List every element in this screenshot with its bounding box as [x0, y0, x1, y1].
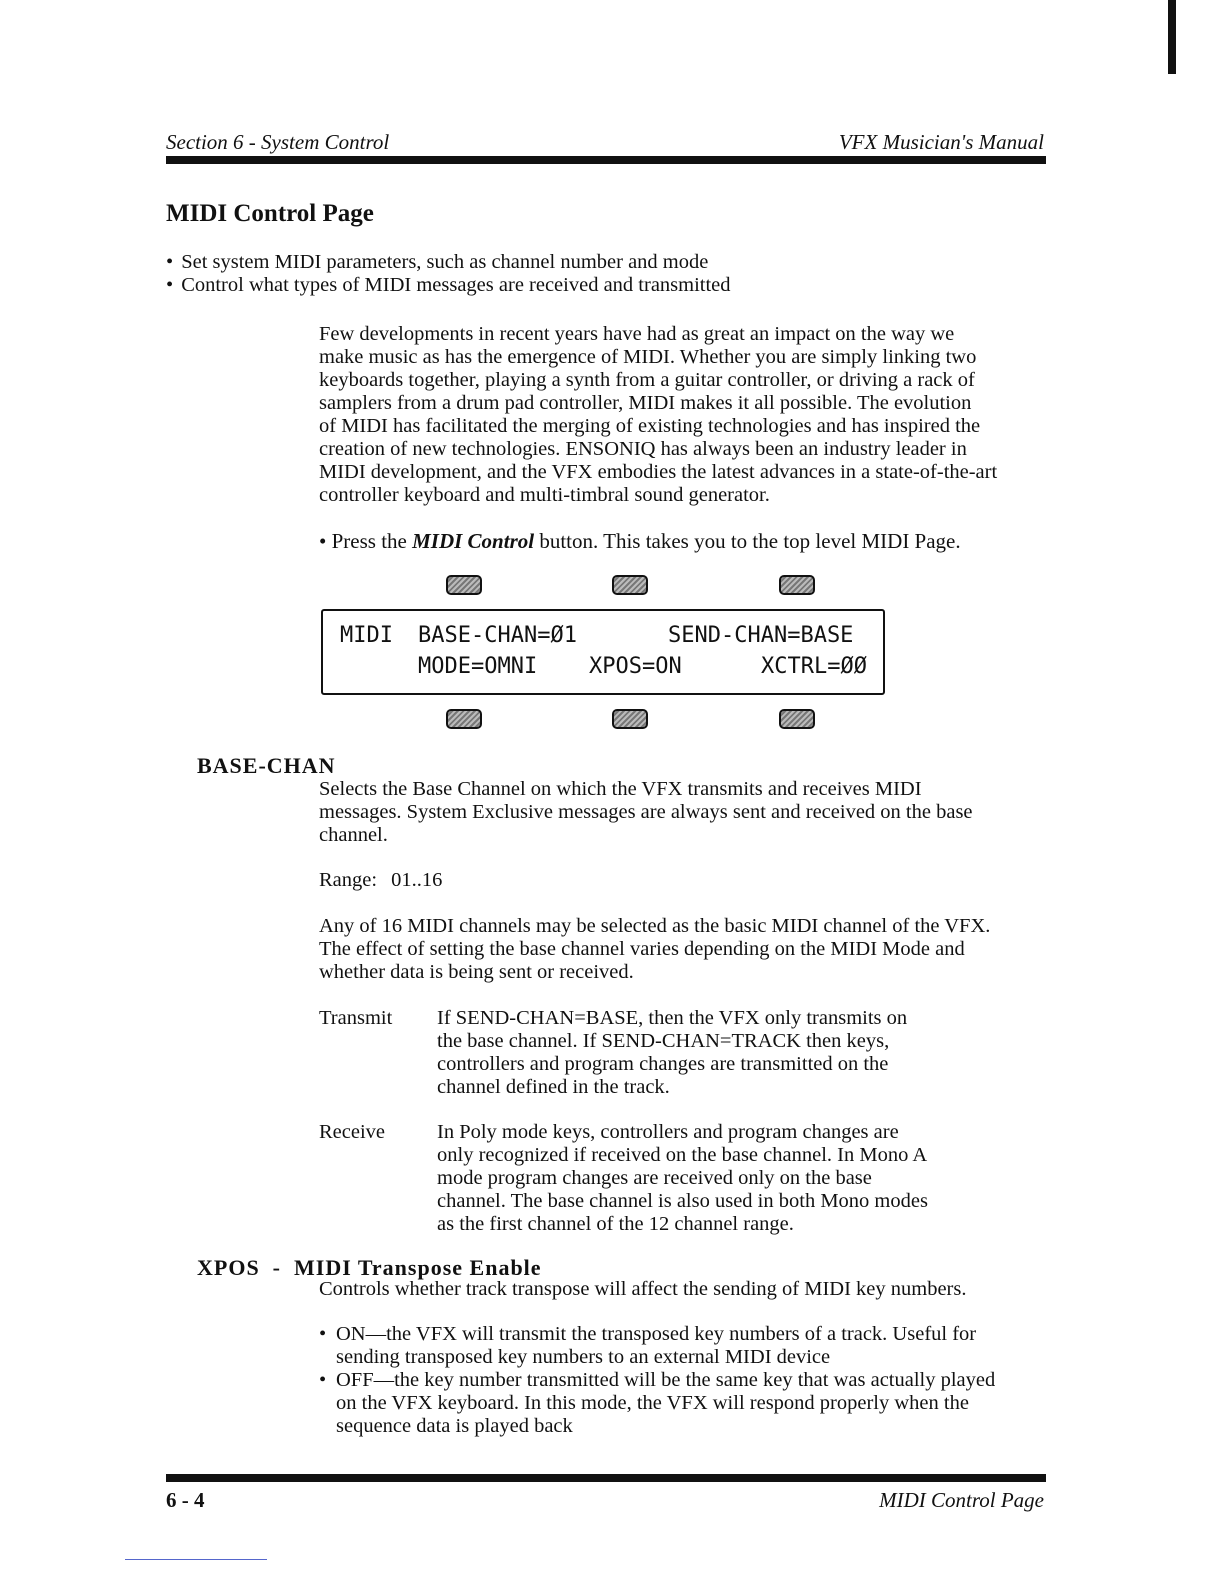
xpos-heading: XPOS - MIDI Transpose Enable [197, 1255, 542, 1280]
press-suffix: button. This takes you to the top level MIDI Page. [534, 529, 961, 553]
xpos-option-off [319, 1369, 1049, 1438]
soft-button-bottom-right [779, 709, 815, 729]
intro-line: keyboards together, playing a synth from a guitar controller, or driving a rack of [319, 369, 975, 391]
soft-button-top-left [446, 575, 482, 595]
transmit-definition [437, 1007, 997, 1099]
intro-line: MIDI development, and the VFX embodies the latest advances in a state-of-the-art [319, 461, 998, 483]
receive-line: In Poly mode keys, controllers and program changes are [437, 1121, 899, 1143]
base-chan-description [319, 778, 1049, 847]
range-line [319, 869, 442, 892]
midi-control-button-label: MIDI Control [412, 529, 535, 553]
transmit-line: controllers and program changes are transmitted on the [437, 1053, 889, 1075]
header-section-title: Section 6 - System Control [166, 130, 390, 154]
soft-button-top-right [779, 575, 815, 595]
lcd-xpos: XPOS=ON [589, 654, 682, 679]
receive-term: Receive [319, 1121, 386, 1143]
xpos-off-line: sequence data is played back [336, 1415, 573, 1437]
base-chan-detail [319, 915, 1049, 984]
transmit-line: the base channel. If SEND-CHAN=TRACK then keys, [437, 1030, 890, 1052]
receive-line: only recognized if received on the base channel. In Mono A [437, 1144, 928, 1166]
base-chan-desc-line: channel. [319, 824, 388, 846]
xpos-on-line: • ON—the VFX will transmit the transposed key numbers of a track. Useful for [336, 1323, 977, 1345]
base-chan-detail-line: whether data is being sent or received. [319, 961, 634, 983]
header-rule [166, 156, 1046, 164]
soft-button-bottom-center [612, 709, 648, 729]
intro-line: creation of new technologies. ENSONIQ has always been an industry leader in [319, 438, 967, 460]
summary-list [166, 251, 731, 297]
transmit-term: Transmit [319, 1007, 393, 1029]
lcd-send-chan: SEND-CHAN=BASE [668, 623, 854, 648]
press-prefix: • Press the [319, 529, 413, 553]
intro-paragraph [319, 323, 1047, 507]
transmit-line: If SEND-CHAN=BASE, then the VFX only transmits on [437, 1007, 908, 1029]
receive-definition [437, 1121, 997, 1236]
transmit-line: channel defined in the track. [437, 1076, 670, 1098]
receive-line: as the first channel of the 12 channel range. [437, 1213, 794, 1235]
xpos-off-line: on the VFX keyboard. In this mode, the VFX will respond properly when the [336, 1392, 969, 1414]
range-value: 01..16 [391, 869, 443, 891]
base-chan-heading: BASE-CHAN [197, 753, 336, 778]
base-chan-detail-line: Any of 16 MIDI channels may be selected as the basic MIDI channel of the VFX. [319, 915, 991, 937]
header-manual-title: VFX Musician's Manual [838, 130, 1044, 154]
range-label: Range: [319, 869, 378, 891]
xpos-on-line: sending transposed key numbers to an external MIDI device [336, 1346, 831, 1368]
intro-line: make music as has the emergence of MIDI. Whether you are simply linking two [319, 346, 977, 368]
lcd-mode: MODE=OMNI [418, 654, 538, 679]
page-number: 6 - 4 [166, 1488, 205, 1512]
summary-item: • Set system MIDI parameters, such as channel number and mode [166, 251, 731, 274]
scan-artifact-line [125, 1559, 267, 1560]
xpos-options-list [319, 1323, 1049, 1438]
intro-line: of MIDI has facilitated the merging of existing technologies and has inspired the [319, 415, 981, 437]
intro-line: controller keyboard and multi-timbral sound generator. [319, 484, 770, 506]
scan-edge-mark [1168, 0, 1176, 74]
xpos-off-line: • OFF—the key number transmitted will be the same key that was actually played [336, 1369, 996, 1391]
soft-button-bottom-left [446, 709, 482, 729]
press-instruction [319, 529, 961, 554]
intro-line: samplers from a drum pad controller, MIDI makes it all possible. The evolution [319, 392, 972, 414]
lcd-page-label: MIDI [340, 623, 393, 648]
page-title: MIDI Control Page [166, 200, 374, 227]
base-chan-desc-line: Selects the Base Channel on which the VFX transmits and receives MIDI [319, 778, 922, 800]
receive-line: channel. The base channel is also used in both Mono modes [437, 1190, 928, 1212]
footer-rule [166, 1474, 1046, 1482]
base-chan-desc-line: messages. System Exclusive messages are always sent and received on the base [319, 801, 973, 823]
lcd-base-chan: BASE-CHAN=Ø1 [418, 623, 577, 648]
xpos-option-on [319, 1323, 1049, 1369]
lcd-display [321, 609, 885, 695]
soft-button-top-center [612, 575, 648, 595]
xpos-description: Controls whether track transpose will affect the sending of MIDI key numbers. [319, 1278, 967, 1300]
footer-page-title: MIDI Control Page [879, 1488, 1044, 1512]
lcd-xctrl: XCTRL=ØØ [761, 654, 867, 679]
summary-item: • Control what types of MIDI messages are received and transmitted [166, 274, 731, 297]
receive-line: mode program changes are received only on the base [437, 1167, 872, 1189]
intro-line: Few developments in recent years have had as great an impact on the way we [319, 323, 955, 345]
base-chan-detail-line: The effect of setting the base channel varies depending on the MIDI Mode and [319, 938, 965, 960]
